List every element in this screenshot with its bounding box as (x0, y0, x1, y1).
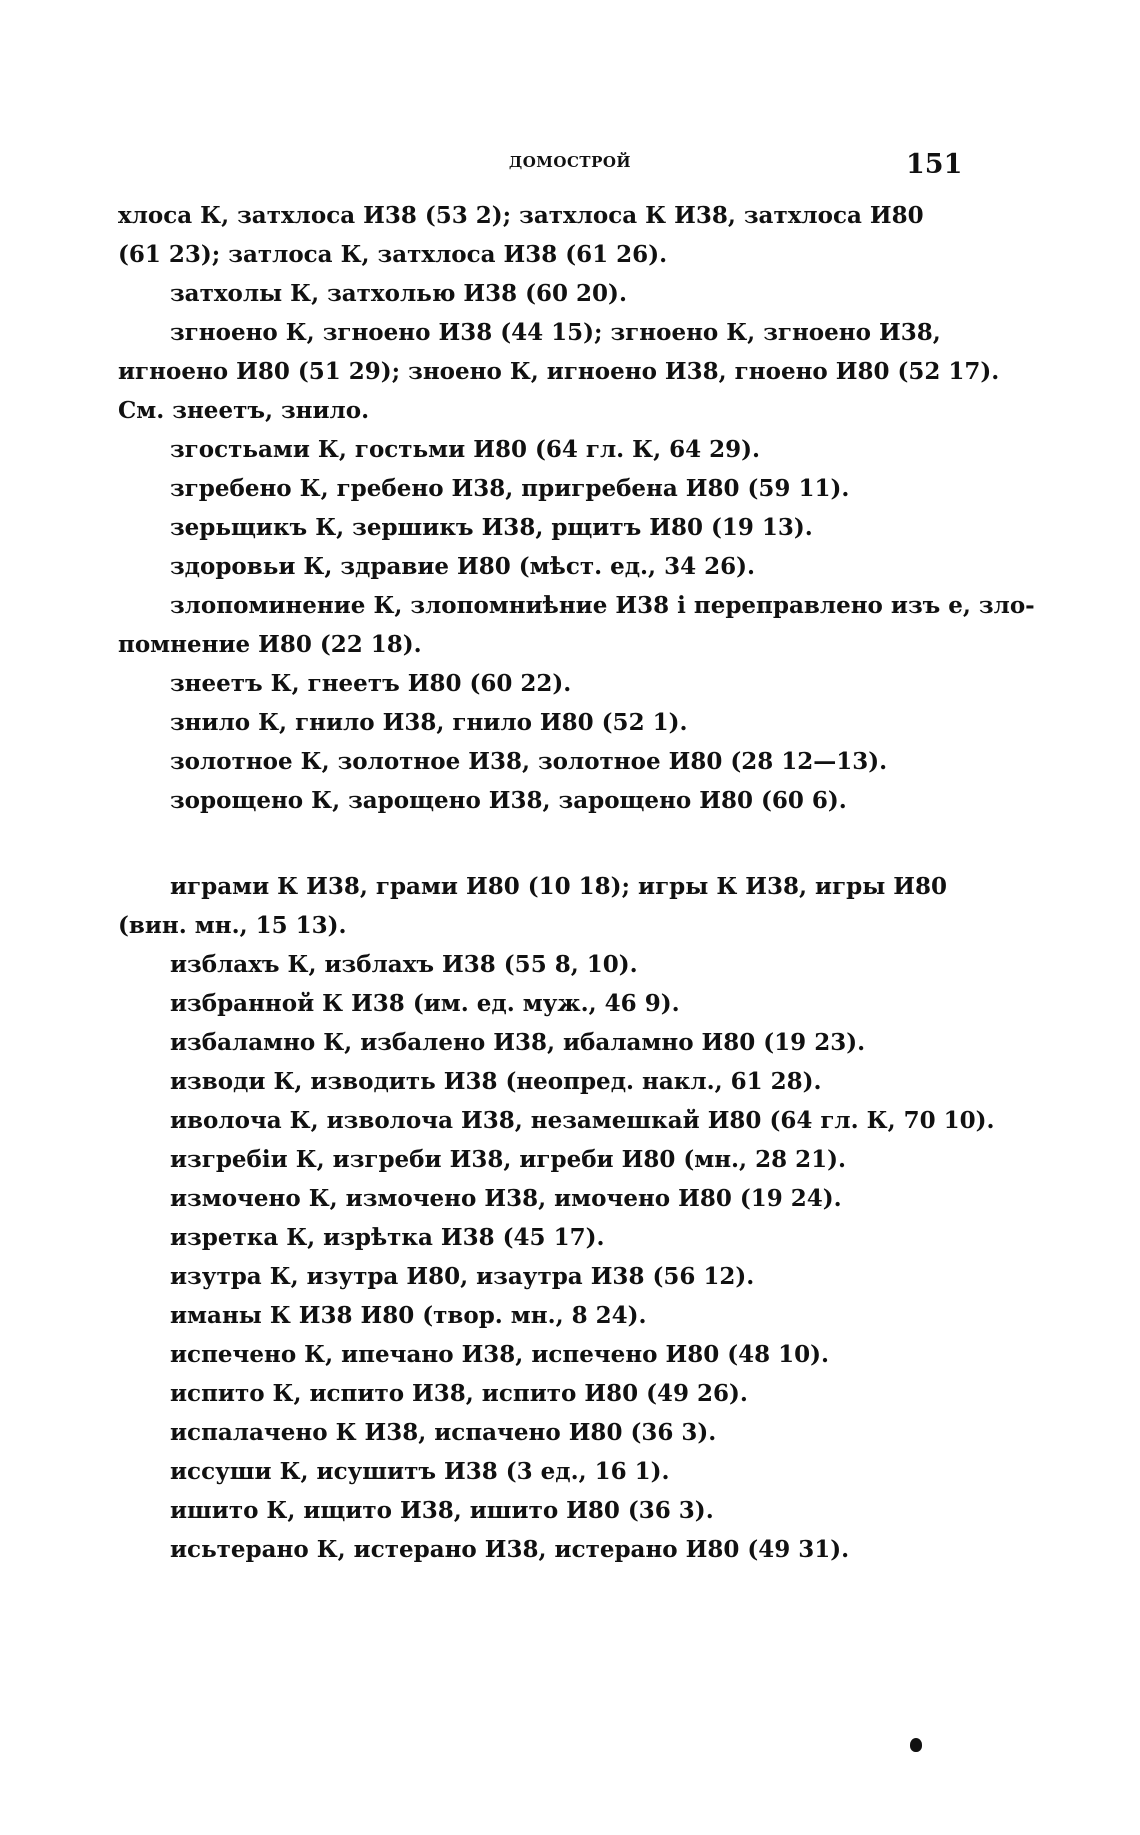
text-line: згноено К, згноено И38 (44 15); згноено К, згноено И38, (170, 319, 941, 346)
text-line: иссуши К, исушитъ И38 (3 ед., 16 1). (170, 1458, 670, 1485)
text-line: избранной К И38 (им. ед. муж., 46 9). (170, 990, 680, 1017)
text-line: изутра К, изутра И80, изаутра И38 (56 12). (170, 1263, 755, 1290)
running-title: ДОМОСТРОЙ (508, 153, 632, 171)
text-line: зорощено К, зарощено И38, зарощено И80 (60 6). (170, 787, 847, 814)
text-body (118, 196, 1035, 1569)
text-line: зерьщикъ К, зершикъ И38, рщитъ И80 (19 13). (170, 514, 813, 541)
text-line: избаламно К, избалено И38, ибаламно И80 (19 23). (170, 1029, 866, 1056)
text-line: згребено К, гребено И38, пригребена И80 (59 11). (170, 475, 850, 502)
text-line: исьтерано К, истерано И38, истерано И80 (49 31). (170, 1536, 850, 1563)
text-line: изблахъ К, изблахъ И38 (55 8, 10). (170, 951, 638, 978)
text-line: золотное К, золотное И38, золотное И80 (28 12—13). (170, 748, 888, 775)
text-line: ишито К, ищито И38, ишито И80 (36 3). (170, 1497, 714, 1524)
text-line: игноено И80 (51 29); зноено К, игноено И38, гноено И80 (52 17). (118, 358, 1000, 385)
section-gap (118, 820, 963, 867)
text-line: здоровьи К, здравие И80 (мѣст. ед., 34 26). (170, 553, 755, 580)
text-line: (61 23); затлоса К, затхлоса И38 (61 26). (118, 241, 668, 268)
text-line: испалачено К И38, испачено И80 (36 3). (170, 1419, 717, 1446)
text-line: играми К И38, грами И80 (10 18); игры К И38, игры И80 (170, 873, 948, 900)
page-number: 151 (906, 149, 963, 180)
text-line: иманы К И38 И80 (твор. мн., 8 24). (170, 1302, 647, 1329)
text-line: затхолы К, затхолью И38 (60 20). (170, 280, 627, 307)
text-line: испито К, испито И38, испито И80 (49 26). (170, 1380, 748, 1407)
text-line: (вин. мн., 15 13). (118, 912, 347, 939)
text-line: См. знеетъ, знило. (118, 397, 370, 424)
text-line: знило К, гнило И38, гнило И80 (52 1). (170, 709, 688, 736)
text-line: изводи К, изводить И38 (неопред. накл., 61 28). (170, 1068, 822, 1095)
ink-mark (910, 1738, 922, 1752)
text-line: помнение И80 (22 18). (118, 631, 422, 658)
text-line: изгребіи К, изгреби И38, игреби И80 (мн., 28 21). (170, 1146, 846, 1173)
text-line: злопоминение К, злопомниѣние И38 і переправлено изъ е, зло- (170, 592, 1035, 619)
text-line: измочено К, измочено И38, имочено И80 (19 24). (170, 1185, 842, 1212)
text-line: испечено К, ипечано И38, испечено И80 (48 10). (170, 1341, 830, 1368)
text-line: згостьами К, гостьми И80 (64 гл. К, 64 29). (170, 436, 761, 463)
text-line: иволоча К, изволоча И38, незамешкай И80 (64 гл. К, 70 10). (170, 1107, 995, 1134)
running-header (0, 149, 1140, 181)
text-line: изретка К, изрѣтка И38 (45 17). (170, 1224, 605, 1251)
text-line: знеетъ К, гнеетъ И80 (60 22). (170, 670, 572, 697)
text-line: хлоса К, затхлоса И38 (53 2); затхлоса К И38, затхлоса И80 (118, 202, 924, 229)
